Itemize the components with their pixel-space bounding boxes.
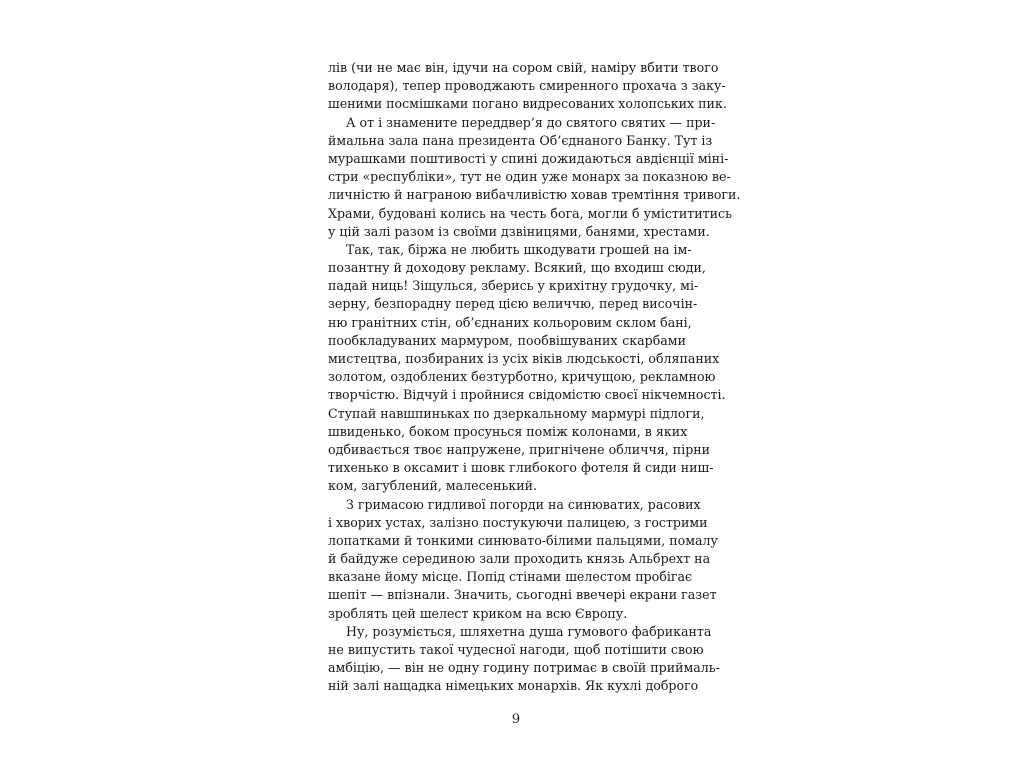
text-line: не випустить такої чудесної нагоди, щоб потішити свою bbox=[328, 642, 704, 657]
paragraph bbox=[328, 241, 726, 496]
text-line: Храми, будовані колись на честь бога, могли б умістититись bbox=[328, 205, 732, 221]
text-line: і хворих устах, залізно постукуючи палицею, з гострими bbox=[328, 514, 708, 530]
text-line: ню гранітних стін, об’єднаних кольоровим склом бані, bbox=[328, 314, 692, 330]
text-line: З гримасою гидливої погорди на синюватих, расових bbox=[346, 496, 701, 512]
text-line: лів (чи не має він, ідучи на сором свій, наміру вбити твого bbox=[328, 60, 719, 75]
text-line: тихенько в оксамит і шовк глибокого фотеля й сиди ниш- bbox=[328, 460, 714, 476]
text-line: амбіцію, — він не одну годину потримає в своїй приймаль- bbox=[328, 660, 720, 676]
text-line: ймальна зала пана президента Об’єднаного Банку. Тут із bbox=[328, 132, 713, 148]
paragraph bbox=[328, 623, 720, 696]
text-line: зерну, безпорадну перед цією величчю, перед височін- bbox=[328, 296, 698, 312]
text-line: лопатками й тонкими синювато-білими пальцями, помалу bbox=[328, 532, 718, 548]
text-line: шеними посмішками погано видресованих холопських пик. bbox=[328, 96, 727, 112]
text-line: пообкладуваних мармуром, пообвішуваних скарбами bbox=[328, 332, 686, 348]
text-line: Ступай навшпиньках по дзеркальному мармурі підлоги, bbox=[328, 405, 705, 421]
text-line: творчістю. Відчуй і пройнися свідомістю своєї нікчемності. bbox=[328, 387, 726, 403]
text-line: мистецтва, позбираних із усіх віків людськості, обляпаних bbox=[328, 351, 720, 366]
text-line: у цій залі разом із своїми дзвіницями, банями, хрестами. bbox=[328, 223, 710, 239]
text-line: падай ниць! Зіщулься, зберись у крихітну грудочку, мі- bbox=[328, 278, 699, 294]
text-line: одбивається твоє напружене, пригнічене обличчя, пірни bbox=[328, 441, 711, 457]
text-line: вказане йому місце. Попід стінами шелестом пробігає bbox=[328, 569, 693, 585]
text-line: позантну й доходову рекламу. Всякий, що входиш сюди, bbox=[328, 260, 706, 276]
text-line: Ну, розуміється, шляхетна душа гумового фабриканта bbox=[346, 623, 712, 639]
text-line: стри «республіки», тут не один уже монарх за показною ве- bbox=[328, 169, 731, 185]
text-line: ком, загублений, малесенький. bbox=[328, 478, 538, 494]
text-line: шепіт — впізнали. Значить, сьогодні ввечері екрани газет bbox=[328, 587, 717, 603]
text-line: зроблять цей шелест криком на всю Європу. bbox=[328, 605, 628, 621]
text-line: золотом, оздоблених безтурботно, кричущою, рекламною bbox=[328, 369, 716, 385]
text-line: володаря), тепер проводжають смиренного прохача з заку- bbox=[328, 78, 726, 94]
paragraph bbox=[328, 114, 741, 241]
text-line: й байдуже серединою зали проходить князь Альбрехт на bbox=[328, 551, 711, 567]
text-line: швиденько, боком просунься поміж колонами, в яких bbox=[328, 423, 688, 439]
paragraph bbox=[328, 59, 727, 114]
text-line: личністю й награною вибачливістю ховав тремтіння тривоги. bbox=[328, 187, 741, 203]
paragraph bbox=[328, 496, 718, 623]
text-column bbox=[328, 59, 741, 696]
text-line: Так, так, біржа не любить шкодувати грошей на ім- bbox=[346, 241, 692, 257]
page-number: 9 bbox=[511, 712, 521, 727]
text-line: мурашками поштивості у спині дожидаються авдієнції міні- bbox=[328, 150, 729, 166]
text-line: ній залі нащадка німецьких монархів. Як кухлі доброго bbox=[328, 678, 699, 694]
text-line: А от і знамените переддвер’я до святого святих — при- bbox=[346, 114, 716, 130]
